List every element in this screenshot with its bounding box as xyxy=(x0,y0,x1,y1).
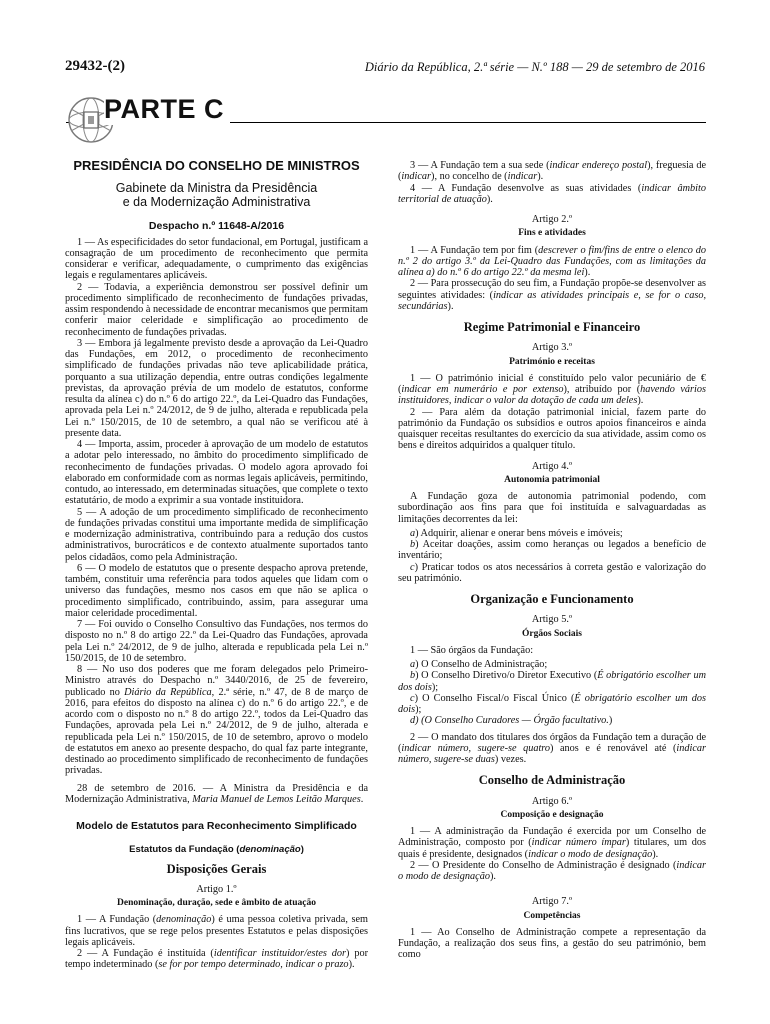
paragraph-6: 6 — O modelo de estatutos que o presente despacho aprova pretende, também, constituir uma referência para todos aqueles que lidam com o universo das fundações, mesmo nos casos em que não se aplica o procedimento simplificado, contribuindo, assim, para assegurar uma maior celeridade procedimental. xyxy=(65,562,368,619)
a6p1-text-b: ) titulares, um dos quais é presidente, designados ( xyxy=(398,837,706,860)
left-column xyxy=(65,156,368,971)
article-5-item-c xyxy=(398,693,706,716)
article-4-paragraph: A Fundação goza de autonomia patrimonial podendo, com subordinação aos fins para que foi instituída e salvaguardadas as limitações decorrentes da lei: xyxy=(398,491,706,525)
a5p2-placeholder-2: indicar número, sugere-se duas xyxy=(398,742,706,765)
signature-name: Maria Manuel de Lemos Leitão Marques xyxy=(192,793,361,805)
article-5-item-b xyxy=(398,670,706,693)
a5-item-b-text: ) O Conselho Diretivo/o Diretor Executivo ( xyxy=(415,670,598,682)
cabinet-line-2: e da Modernização Administrativa xyxy=(122,195,311,210)
article-1-paragraph-3 xyxy=(398,160,706,183)
article-5-paragraph-1: 1 — São órgãos da Fundação: xyxy=(410,644,534,656)
article-2-paragraph-1 xyxy=(398,245,706,279)
a3p1-placeholder-1: indicar em numerário e por extenso xyxy=(401,384,564,395)
a1p4-text-a: 4 — A Fundação desenvolve as suas atividades ( xyxy=(410,182,642,194)
a1p2-placeholder-1: identificar instituidor/estes dor xyxy=(213,948,347,959)
section-patrimonial-regime: Regime Patrimonial e Financeiro xyxy=(463,320,641,334)
a5p2-text-b: ) anos e é renovável até ( xyxy=(550,742,677,754)
article-1-paragraph-2 xyxy=(65,948,368,971)
a1p3-text-d: ). xyxy=(537,171,544,183)
p8-text-a: 8 — No uso dos poderes que me foram delegados pelo Primeiro-Ministro através do Despacho n.º 3440/2016, de 25 de fevereiro, publicado no xyxy=(65,664,368,698)
a6p1-placeholder-2: indicar o modo de designação xyxy=(528,848,653,860)
a2p2-text-b: ). xyxy=(447,300,454,312)
paragraph-1: 1 — As especificidades do setor fundacional, em Portugal, justificam a consagração de um procedimento de reconhecimento que permita considerar e verificar, adequadamente, o cumprimento das exigências legais e regulamentares aplicáveis. xyxy=(65,236,368,282)
a3p1-text-a: 1 — O património inicial é constituído pelo valor pecuniário de € ( xyxy=(398,372,706,395)
a1p1-placeholder: denominação xyxy=(156,914,212,926)
item-c-text: ) Praticar todos os atos necessários à correta gestão e valorização do seu património. xyxy=(398,561,706,584)
a6p1-placeholder-1: indicar número ímpar xyxy=(531,837,626,849)
paragraph-4: 4 — Importa, assim, proceder à aprovação de um modelo de estatutos a adotar pelo interessado, no âmbito do procedimento simplificado de reconhecimento de fundações privadas. O modelo agora aprovado foi elaborado em conformidade com as normas legais aplicáveis, permitindo, contudo, ao interessado, em determinadas situações, que complete o texto estatutário, de modo a exprimir a sua vontade instituidora. xyxy=(65,439,368,507)
article-1-paragraph-4 xyxy=(398,183,706,206)
section-organization: Organização e Funcionamento xyxy=(470,592,634,606)
paragraph-5: 5 — A adoção de um procedimento simplificado de reconhecimento de fundações privadas constitui uma importante medida de simplificação e modernização administrativa, contribuindo para a redução dos custos administrativos, burocráticos e de contexto atualmente suportados tanto pelos cidadãos, como pela Administração. xyxy=(65,506,368,563)
despacho-title: Despacho n.º 11648-A/2016 xyxy=(148,220,285,233)
a5-item-d-end: ) xyxy=(608,715,613,727)
organization-heading: PRESIDÊNCIA DO CONSELHO DE MINISTROS xyxy=(73,158,360,173)
article-7-number: Artigo 7.º xyxy=(531,896,573,908)
a5-item-c-text: ) O Conselho Fiscal/o Fiscal Único ( xyxy=(414,692,575,704)
statutes-placeholder: denominação xyxy=(239,844,301,856)
right-column xyxy=(398,160,706,961)
article-4-number: Artigo 4.º xyxy=(531,460,573,472)
article-6-number: Artigo 6.º xyxy=(531,795,573,807)
item-b-text: ) Aceitar doações, assim como heranças ou legados a benefício de inventário; xyxy=(398,539,706,562)
signature-paragraph xyxy=(65,783,368,806)
a3p1-text-b: ), atribuído por ( xyxy=(563,384,641,395)
article-3-number: Artigo 3.º xyxy=(531,342,573,354)
statutes-title xyxy=(65,844,368,855)
a3p1-text-c: ). xyxy=(637,395,644,407)
a5-item-b-letter: b xyxy=(410,670,416,682)
article-5-paragraph-2 xyxy=(398,732,706,766)
a1p2-placeholder-2: se for por tempo determinado, indicar o prazo xyxy=(158,959,349,971)
article-2-number: Artigo 2.º xyxy=(531,214,573,225)
a2p2-text-a: 2 — Para prossecução do seu fim, a Fundação propõe-se desenvolver as seguintes atividades: ( xyxy=(398,278,706,301)
paragraph-3: 3 — Embora já legalmente previsto desde a aprovação da Lei-Quadro das Fundações, em 2012, o procedimento de reconhecimento simplificado de fundações privadas não teve aplicabilidade prática, porquanto a sua utilização dependia, entre outras condições legalmente previstas, da aprovação prévia de um modelo de estatutos, conforme resulta da alínea c) do n.º 6 do artigo 22.º, da Lei-Quadro das Fundações, aprovada pela Lei n.º 24/2012, de 9 de julho, alterada e republicada pela Lei n.º 150/2015, de 10 de setembro, a qual não se verificou até à presente data. xyxy=(65,337,368,439)
article-4-item-c xyxy=(398,562,706,585)
article-4-title: Autonomia patrimonial xyxy=(504,474,600,485)
article-3-paragraph-2: 2 — Para além da dotação patrimonial inicial, fazem parte do património da Fundação os subsídios e outros apoios financeiros e ainda quaisquer receitas resultantes do exercício da sua atividade, assim como os bens e direitos adquiridos a qualquer título. xyxy=(398,406,706,452)
a5-item-c-note: É obrigatório escolher um dos dois xyxy=(398,692,706,715)
article-3-paragraph-1 xyxy=(398,373,706,407)
a6p2-text-b: ). xyxy=(489,871,496,882)
cabinet-heading xyxy=(65,181,368,209)
a6p1-text-a: 1 — A administração da Fundação é exercida por um Conselho de Administração, composto por ( xyxy=(398,826,706,849)
a1p3-text-c: ), no concelho de ( xyxy=(431,171,508,183)
paragraph-2: 2 — Todavia, a experiência demonstrou ser possível definir um procedimento simplificado de reconhecimento de fundações privadas, assim respondendo à necessidade de encontrar mecanismos que permitam conferir maior celeridade e simplificação ao procedimento de reconhecimento de fundações privadas. xyxy=(65,281,368,338)
article-1-paragraph-1 xyxy=(65,914,368,948)
article-3-title: Património e receitas xyxy=(509,356,595,367)
a1p4-text-b: ). xyxy=(486,193,493,205)
paragraph-8 xyxy=(65,664,368,777)
paragraph-7: 7 — Foi ouvido o Conselho Consultivo das Fundações, nos termos do disposto no n.º 8 do artigo 22.º da Lei-Quadro das Fundações, aprovada pela Lei n.º 24/2012, de 9 de julho, alterada e republicada pela Lei n.º 150/2015, de 10 de setembro. xyxy=(65,619,368,664)
article-7-paragraph-1: 1 — Ao Conselho de Administração compete a representação da Fundação, a realização dos seus fins, a gestão do seu património, bem como xyxy=(398,926,706,961)
article-1-number: Artigo 1.º xyxy=(196,883,237,895)
article-4-item-a xyxy=(398,528,706,539)
journal-header: Diário da República, 2.ª série — N.º 188 — 29 de setembro de 2016 xyxy=(364,60,705,74)
a5-item-d-text: ) (O Conselho Curadores — Órgão facultativo. xyxy=(415,715,609,727)
a1p2-text-c: ). xyxy=(348,959,355,971)
a2p1-text-a: 1 — A Fundação tem por fim ( xyxy=(410,244,539,256)
p8-journal-name: Diário da República xyxy=(124,686,212,698)
a5-item-c-end: ); xyxy=(415,704,422,715)
article-2-title: Fins e atividades xyxy=(518,228,586,239)
section-board: Conselho de Administração xyxy=(478,773,626,788)
a6p2-text-a: 2 — O Presidente do Conselho de Administração é designado ( xyxy=(410,859,677,871)
signature-text: 28 de setembro de 2016. — A Ministra da Presidência e da Modernização Administrativa, xyxy=(65,782,368,805)
a1p1-text-a: 1 — A Fundação ( xyxy=(77,914,157,926)
a2p1-placeholder: descrever o fim/fins de entre o elenco do n.º 2 do artigo 3.º da Lei-Quadro das Fundações, com as limitações da alínea a) do n.º 6 do artigo 22.º da mesma lei xyxy=(398,244,706,278)
a1p4-placeholder: indicar âmbito territorial de atuação xyxy=(398,182,706,205)
article-5-item-d xyxy=(398,715,706,726)
a2p1-text-b: ). xyxy=(584,267,591,278)
a3p1-placeholder-2: havendo vários instituidores, indicar o valor da dotação de cada um deles xyxy=(398,384,706,407)
a1p2-text-a: 2 — A Fundação é instituída ( xyxy=(77,948,214,959)
a1p3-placeholder-3: indicar xyxy=(507,171,538,183)
article-6-title: Composição e designação xyxy=(500,809,604,820)
article-5-item-a xyxy=(398,659,706,670)
part-title: PARTE C xyxy=(104,94,230,125)
model-title: Modelo de Estatutos para Reconhecimento Simplificado xyxy=(76,820,357,832)
a5-item-d-letter: d xyxy=(410,715,416,727)
a5-item-a-letter: a xyxy=(410,659,416,670)
a1p3-placeholder-1: indicar endereço postal xyxy=(549,160,648,171)
article-5-title: Órgãos Sociais xyxy=(522,628,582,639)
a5-item-c-letter: c xyxy=(410,692,415,704)
article-5-number: Artigo 5.º xyxy=(531,614,573,626)
a5-item-b-end: ); xyxy=(431,681,439,693)
part-banner xyxy=(66,92,706,150)
article-6-paragraph-2 xyxy=(398,860,706,883)
item-a-letter: a xyxy=(410,527,416,539)
a1p3-placeholder-2: indicar xyxy=(401,171,432,183)
page-number: 29432-(2) xyxy=(65,58,125,74)
a1p2-text-b: ) por tempo indeterminado ( xyxy=(65,948,368,971)
a1p3-text-b: ), freguesia de ( xyxy=(398,160,706,183)
a1p3-text-a: 3 — A Fundação tem a sua sede ( xyxy=(410,160,550,171)
item-b-letter: b xyxy=(410,539,416,550)
article-6-paragraph-1 xyxy=(398,826,706,860)
a5p2-text-a: 2 — O mandato dos titulares dos órgãos da Fundação tem a duração de ( xyxy=(398,731,706,754)
statutes-text-a: Estatutos da Fundação ( xyxy=(129,844,240,856)
a5p2-placeholder-1: indicar número, sugere-se quatro xyxy=(401,742,551,754)
a2p2-placeholder: indicar as atividades principais e, se for o caso, secundárias xyxy=(398,289,707,312)
a6p2-placeholder: indicar o modo de designação xyxy=(398,859,706,882)
a5p2-text-c: ) vezes. xyxy=(494,754,527,765)
p8-text-b: , 2.ª série, n.º 47, de 8 de março de 2016, para efeitos do disposto na alínea c) do n.º 6 do artigo 22.º, e de acordo com o disposto no n.º 8 do artigo 22.º, todos da Lei-Quadro das Fundações, aprovada pela Lei n.º 24/2012, de 9 de julho, alterada e republicada pela Lei n.º 150/2015, de 10 de setembro, aprovo o modelo de estatutos em anexo ao presente despacho, do qual faz parte integrante, destinado ao procedimento simplificado de reconhecimento de fundações privadas. xyxy=(65,686,368,777)
item-a-text: ) Adquirir, alienar e onerar bens móveis e imóveis; xyxy=(415,527,623,539)
article-7-title: Competências xyxy=(523,910,581,921)
statutes-text-b: ) xyxy=(300,844,304,856)
a5-item-b-note: É obrigatório escolher um dos dois xyxy=(398,670,706,693)
a5-item-a-text: ) O Conselho de Administração; xyxy=(415,659,548,670)
signature-end: . xyxy=(360,793,364,805)
item-c-letter: c xyxy=(410,561,415,573)
cabinet-line-1: Gabinete da Ministra da Presidência xyxy=(115,181,318,196)
a6p1-text-c: ). xyxy=(652,848,659,860)
article-2-paragraph-2 xyxy=(398,278,706,312)
article-1-title: Denominação, duração, sede e âmbito de atuação xyxy=(117,898,316,908)
section-general-provisions: Disposições Gerais xyxy=(166,861,267,876)
a1p1-text-b: ) é uma pessoa coletiva privada, sem fins lucrativos, que se rege pelos presentes Estatutos e pelas disposições legais aplicáveis. xyxy=(65,914,368,948)
article-4-item-b xyxy=(398,539,706,562)
